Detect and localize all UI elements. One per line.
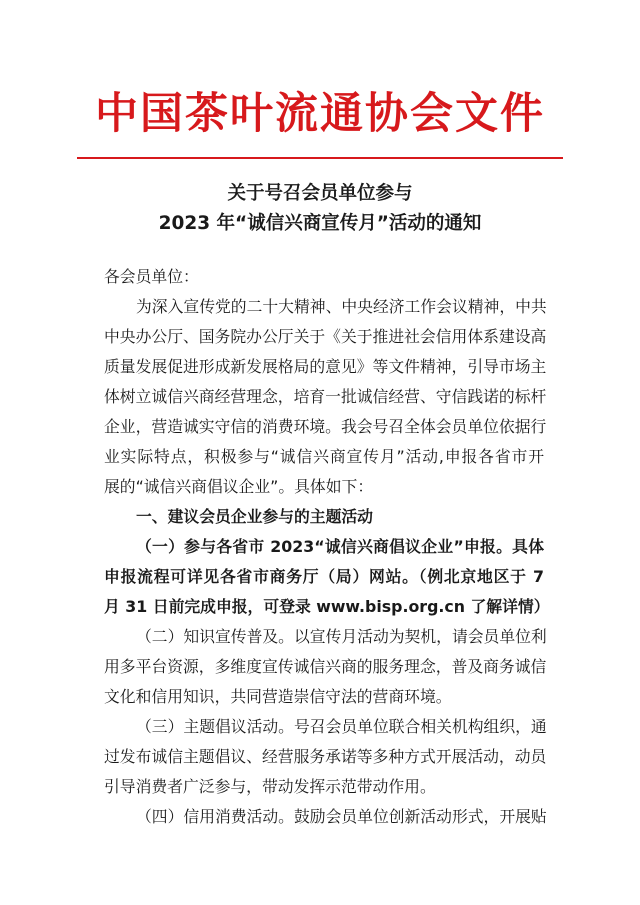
body-line: 文化和信用知识，共同营造崇信守法的营商环境。 (104, 687, 452, 706)
body-line: 质量发展促进形成新发展格局的意见》等文件精神，引导市场主 (104, 357, 547, 376)
body-line: （二）知识宣传普及。以宣传月活动为契机，请会员单位利 (136, 627, 547, 646)
body-line: 企业，营造诚实守信的消费环境。我会号召全体会员单位依据行 (104, 417, 547, 436)
notice-title-line-1: 关于号召会员单位参与 (227, 183, 413, 204)
body-line: 月 31 日前完成申报，可登录 www.bisp.org.cn 了解详情） (104, 597, 550, 616)
body-line: 展的“诚信兴商倡议企业”。具体如下： (104, 477, 374, 496)
body-line: （四）信用消费活动。鼓励会员单位创新活动形式，开展贴 (136, 807, 547, 826)
section-heading: 一、建议会员企业参与的主题活动 (136, 507, 373, 526)
body-line: 中央办公厅、国务院办公厅关于《关于推进社会信用体系建设高 (104, 327, 547, 346)
body-line: （三）主题倡议活动。号召会员单位联合相关机构组织，通 (136, 717, 547, 736)
header-divider (77, 157, 563, 159)
body-line: 业实际特点，积极参与“诚信兴商宣传月”活动,申报各省市开 (104, 447, 544, 466)
body-line: 过发布诚信主题倡议、经营服务承诺等多种方式开展活动，动员 (104, 747, 547, 766)
notice-title-line-2: 2023 年“诚信兴商宣传月”活动的通知 (158, 213, 482, 234)
body-line: 用多平台资源，多维度宣传诚信兴商的服务理念，普及商务诚信 (104, 657, 547, 676)
salutation: 各会员单位： (104, 267, 199, 286)
body-line: （一）参与各省市 2023“诚信兴商倡议企业”申报。具体 (136, 537, 544, 556)
body-line: 引导消费者广泛参与，带动发挥示范带动作用。 (104, 777, 436, 796)
body-line: 体树立诚信兴商经营理念，培育一批诚信经营、守信践诺的标杆 (104, 387, 547, 406)
document-header-title: 中国茶叶流通协会文件 (95, 89, 545, 139)
body-line: 申报流程可详见各省市商务厅（局）网站。（例北京地区于 7 (104, 567, 544, 586)
body-line: 为深入宣传党的二十大精神、中央经济工作会议精神，中共 (136, 297, 547, 316)
